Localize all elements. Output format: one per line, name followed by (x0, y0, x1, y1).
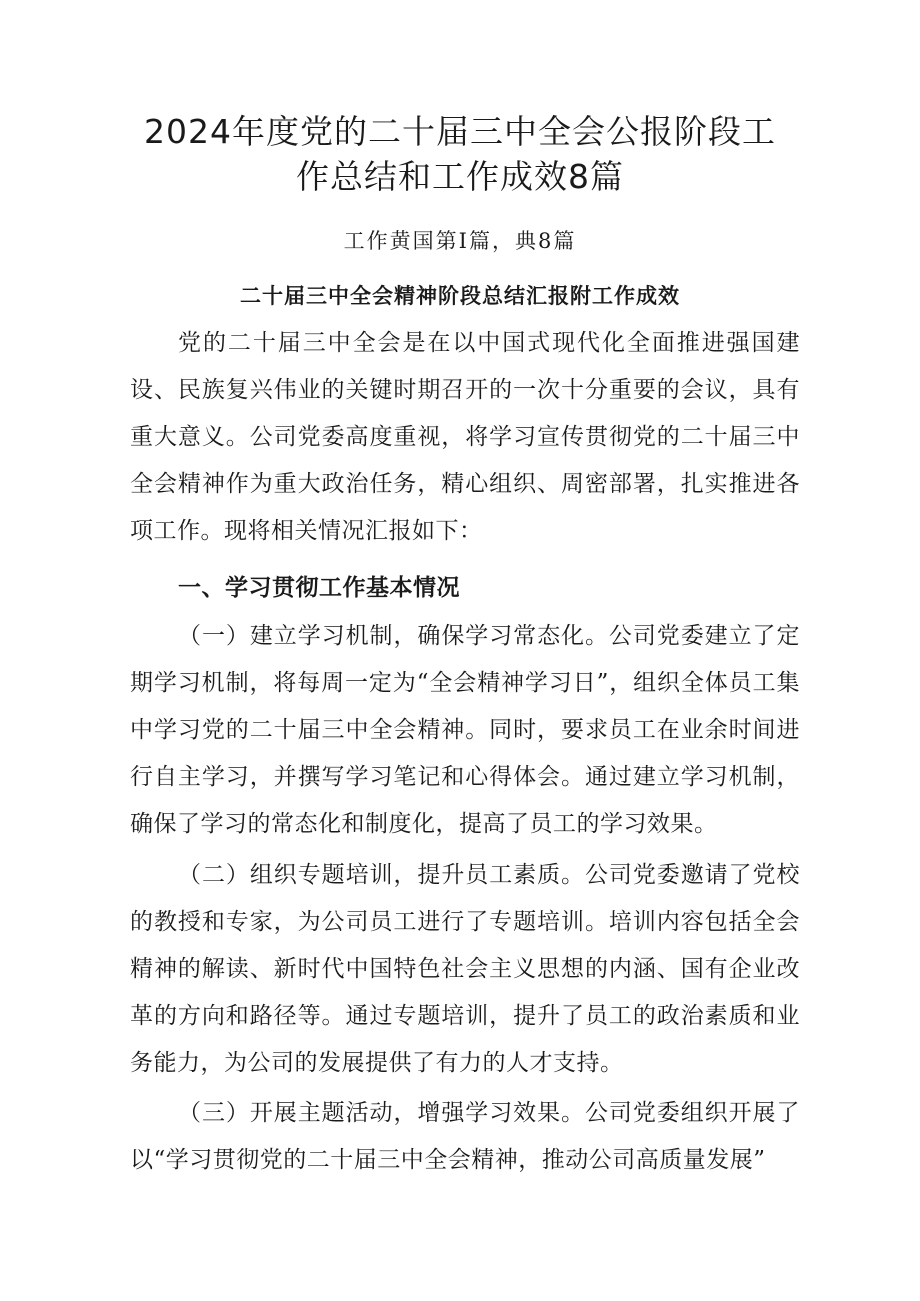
document-subtitle: 工作黄国第Ⅰ篇，典8篇 (343, 229, 577, 253)
intro-paragraph: 党的二十届三中全会是在以中国式现代化全面推进强国建设、民族复兴伟业的关键时期召开的一次十分重要的会议，具有重大意义。公司党委高度重视，将学习宣传贯彻党的二十届三中全会精神作为重大政治任务，精心组织、周密部署，扎实推进各项工作。现将相关情况汇报如下： (130, 330, 800, 544)
document-title-line-2: 作总结和工作成效8篇 (296, 157, 624, 196)
paragraph-item-1: （一）建立学习机制，确保学习常态化。公司党委建立了定期学习机制，将每周一定为“全会精神学习日”，组织全体员工集中学习党的二十届三中全会精神。同时，要求员工在业余时间进行自主学习，并撰写学习笔记和心得体会。通过建立学习机制，确保了学习的常态化和制度化，提高了员工的学习效果。 (130, 623, 800, 837)
document-title-line-1: 2024年度党的二十届三中全会公报阶段工 (144, 112, 776, 151)
section-title: 二十届三中全会精神阶段总结汇报附工作成效 (240, 284, 680, 308)
paragraph-item-2: （二）组织专题培训，提升员工素质。公司党委邀请了党校的教授和专家，为公司员工进行了专题培训。培训内容包括全会精神的解读、新时代中国特色社会主义思想的内涵、国有企业改革的方向和路径等。通过专题培训，提升了员工的政治素质和业务能力，为公司的发展提供了有力的人才支持。 (130, 862, 800, 1076)
heading-basic-situation: 一、学习贯彻工作基本情况 (178, 575, 460, 601)
paragraph-item-3: （三）开展主题活动，增强学习效果。公司党委组织开展了以“学习贯彻党的二十届三中全会精神，推动公司高质量发展” (130, 1100, 800, 1173)
